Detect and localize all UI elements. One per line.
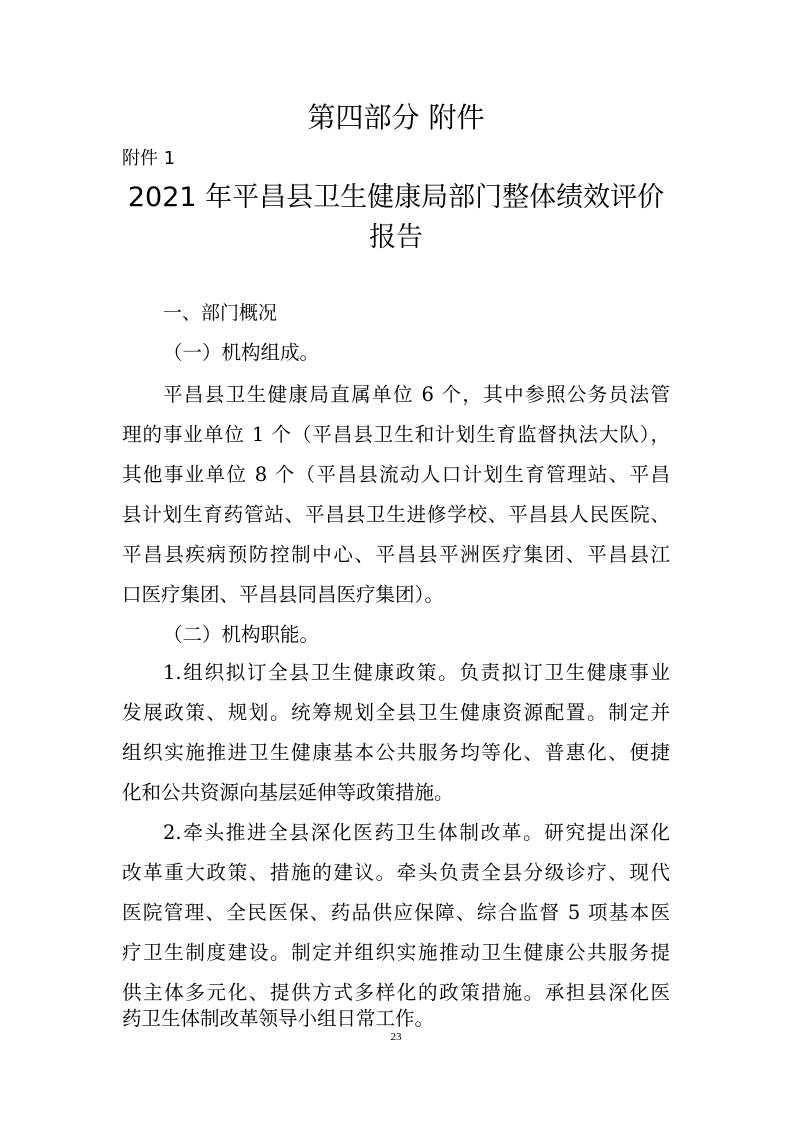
subsection-heading: （一）机构组成。	[163, 341, 320, 364]
subsection-heading: （二）机构职能。	[163, 623, 320, 646]
paragraph-line: 化和公共资源向基层延伸等政策措施。	[122, 781, 454, 804]
attachment-label: 附件 1	[122, 148, 176, 169]
report-title-line-1: 2021 年平昌县卫生健康局部门整体绩效评价	[127, 182, 665, 213]
part-title: 第四部分 附件	[307, 101, 485, 134]
paragraph-line: 发展政策、规划。统筹规划全县卫生健康资源配置。制定并	[122, 701, 670, 724]
paragraph-line: 供主体多元化、提供方式多样化的政策措施。承担县深化医	[122, 981, 670, 1004]
paragraph-line: 口医疗集团、平昌县同昌医疗集团）。	[122, 583, 444, 606]
paragraph-line: 改革重大政策、措施的建议。牵头负责全县分级诊疗、现代	[122, 861, 670, 884]
paragraph-line-last: 药卫生体制改革领导小组日常工作。	[122, 1007, 435, 1030]
report-title-line-2: 报告	[369, 222, 423, 253]
page-number: 23	[390, 1031, 402, 1043]
paragraph-line: 县计划生育药管站、平昌县卫生进修学校、平昌县人民医院、	[122, 503, 670, 526]
paragraph-line: 其他事业单位 8 个（平昌县流动人口计划生育管理站、平昌	[122, 463, 670, 486]
paragraph-line: 组织实施推进卫生健康基本公共服务均等化、普惠化、便捷	[122, 741, 670, 764]
paragraph-line: 1.组织拟订全县卫生健康政策。负责拟订卫生健康事业	[163, 661, 670, 684]
paragraph-line: 医院管理、全民医保、药品供应保障、综合监督 5 项基本医	[122, 901, 670, 924]
paragraph-line: 平昌县疾病预防控制中心、平昌县平洲医疗集团、平昌县江	[122, 543, 670, 566]
paragraph-line: 疗卫生制度建设。制定并组织实施推动卫生健康公共服务提	[122, 941, 670, 964]
paragraph-line: 平昌县卫生健康局直属单位 6 个，其中参照公务员法管	[163, 383, 670, 406]
section-heading: 一、部门概况	[163, 302, 278, 324]
paragraph-line: 2.牵头推进全县深化医药卫生体制改革。研究提出深化	[163, 821, 670, 844]
paragraph-line: 理的事业单位 1 个（平昌县卫生和计划生育监督执法大队），	[122, 423, 670, 446]
